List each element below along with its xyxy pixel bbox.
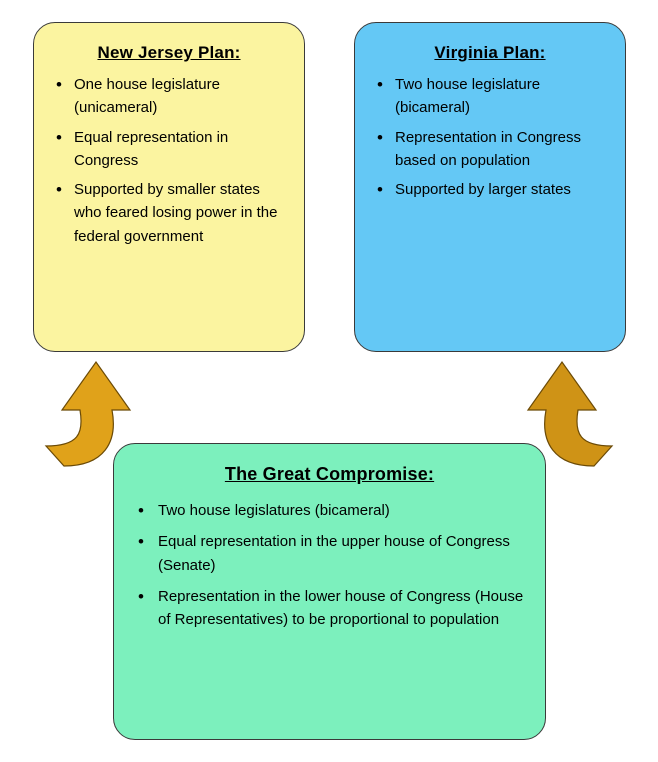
box-title-virginia-plan: Virginia Plan: [434,43,546,62]
list-item: • Supported by smaller states who feared losing power in the federal government [52,178,286,248]
list-item: • Equal representation in the upper house of Congress (Senate) [132,530,527,577]
box-virginia-plan [354,22,626,352]
box-list-new-jersey-plan [52,73,286,248]
list-item: • Two house legislature (bicameral) [373,73,607,120]
list-item: • One house legislature (unicameral) [52,73,286,120]
list-item: • Representation in the lower house of Congress (House of Representatives) to be proportional to population [132,585,527,632]
box-list-great-compromise [132,499,527,631]
box-title-great-compromise: The Great Compromise: [224,464,435,484]
list-item: • Equal representation in Congress [52,126,286,173]
box-new-jersey-plan [33,22,305,352]
list-item: • Supported by larger states [373,178,607,201]
list-item: • Representation in Congress based on population [373,126,607,173]
box-great-compromise [113,443,546,740]
box-title-new-jersey-plan: New Jersey Plan: [97,43,241,62]
box-list-virginia-plan [373,73,607,201]
list-item: • Two house legislatures (bicameral) [132,499,527,522]
